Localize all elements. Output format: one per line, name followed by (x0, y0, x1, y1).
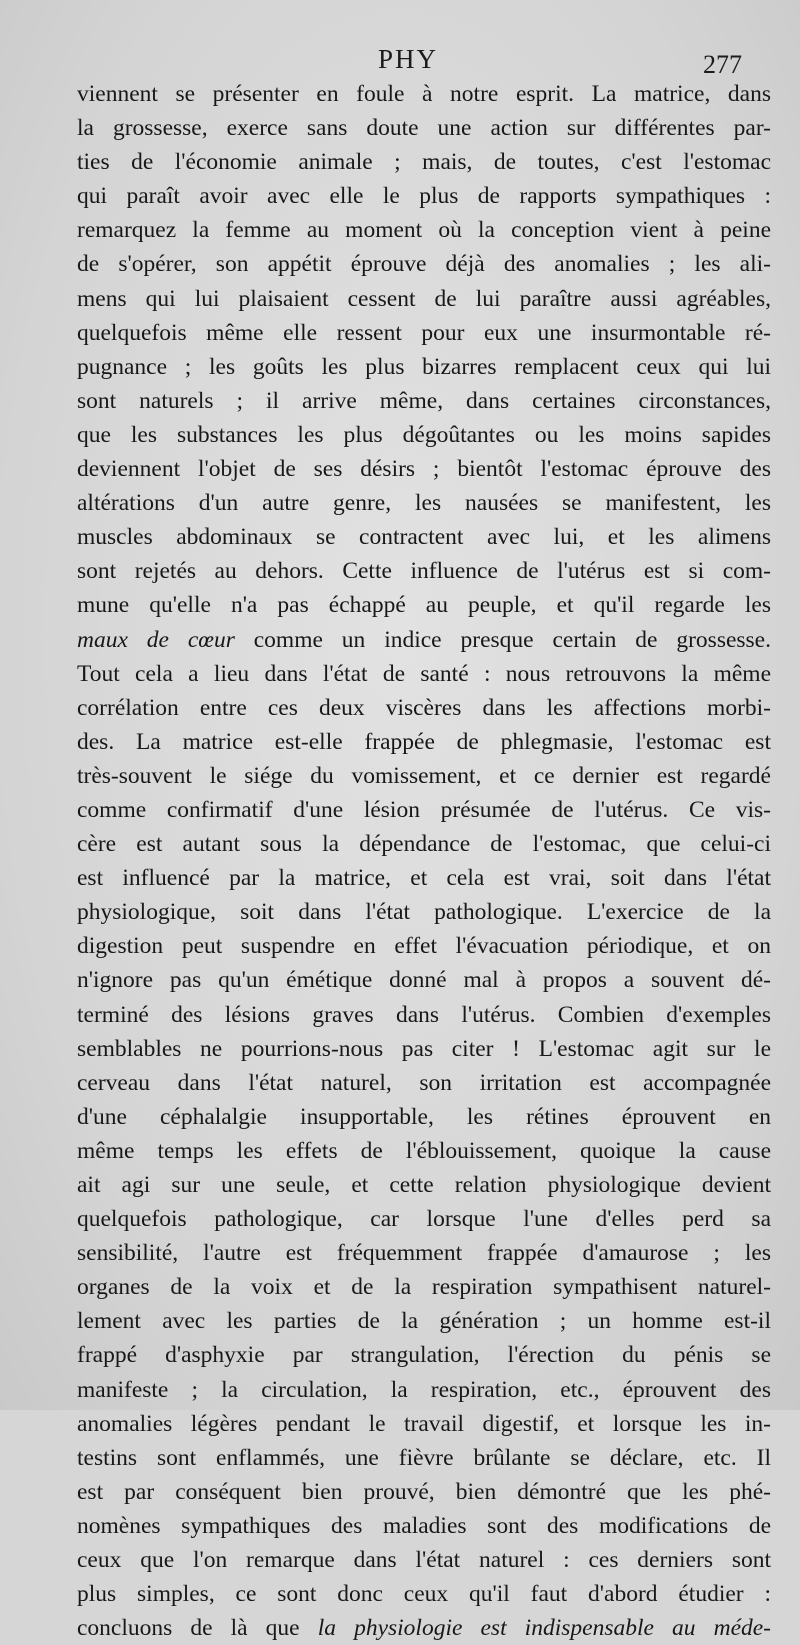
text-line: frappé d'asphyxie par strangulation, l'érection du pénis se (77, 1342, 771, 1369)
text-line: sont rejetés au dehors. Cette influence de l'utérus est si com- (77, 558, 771, 585)
text-line: altérations d'un autre genre, les nausées se manifestent, les (77, 490, 771, 517)
text-line: ait agi sur une seule, et cette relation physiologique devient (77, 1172, 771, 1198)
text-line: comme confirmatif d'une lésion présumée de l'utérus. Ce vis- (77, 796, 771, 823)
text-line: pugnance ; les goûts les plus bizarres remplacent ceux qui lui (77, 353, 771, 380)
text-line: ceux que l'on remarque dans l'état naturel : ces derniers sont (77, 1547, 771, 1574)
text-line: sont naturels ; il arrive même, dans certaines circonstances, (77, 387, 771, 414)
body-text (77, 77, 771, 1645)
text-line: Tout cela a lieu dans l'état de santé : nous retrouvons la même (77, 660, 771, 687)
text-line: deviennent l'objet de ses désirs ; bientôt l'estomac éprouve des (77, 456, 771, 483)
text-line: manifeste ; la circulation, la respiration, etc., éprouvent des (77, 1376, 771, 1403)
text-line: viennent se présenter en foule à notre esprit. La matrice, dans (77, 81, 771, 107)
text-line: qui paraît avoir avec elle le plus de rapports sympathiques : (77, 183, 771, 210)
text-line: nomènes sympathiques des maladies sont des modifications de (77, 1512, 771, 1539)
text-line: cerveau dans l'état naturel, son irritation est accompagnée (77, 1069, 771, 1096)
text-line: anomalies légères pendant le travail digestif, et lorsque les in- (77, 1410, 771, 1437)
text-line: muscles abdominaux se contractent avec lui, et les alimens (77, 524, 771, 551)
text-line: de s'opérer, son appétit éprouve déjà des anomalies ; les ali- (77, 251, 771, 278)
text-line: semblables ne pourrions-nous pas citer ! L'estomac agit sur le (77, 1035, 771, 1062)
text-line: remarquez la femme au moment où la conception vient à peine (77, 217, 771, 244)
text-line: quelquefois pathologique, car lorsque l'une d'elles perd sa (77, 1206, 771, 1233)
text-line: testins sont enflammés, une fièvre brûlante se déclare, etc. Il (77, 1444, 771, 1471)
text-line: corrélation entre ces deux viscères dans les affections morbi- (77, 694, 771, 721)
text-line: ties de l'économie animale ; mais, de toutes, c'est l'estomac (77, 149, 771, 176)
text-line: est influencé par la matrice, et cela est vrai, soit dans l'état (77, 865, 771, 892)
text-line: organes de la voix et de la respiration sympathisent naturel- (77, 1274, 771, 1301)
italic-phrase: maux de cœur (77, 626, 235, 653)
text-line: physiologique, soit dans l'état pathologique. L'exercice de la (77, 899, 771, 926)
text-line: lement avec les parties de la génération ; un homme est-il (77, 1308, 771, 1335)
text-line: cère est autant sous la dépendance de l'estomac, que celui-ci (77, 831, 771, 858)
text-line: quelquefois même elle ressent pour eux une insurmontable ré- (77, 319, 771, 346)
page-number: 277 (703, 50, 742, 79)
text-line-italic-phrase (77, 623, 771, 657)
text-line-last (77, 1611, 771, 1645)
text-line: très-souvent le siége du vomissement, et ce dernier est regardé (77, 762, 771, 789)
text-line: même temps les effets de l'éblouissement, quoique la cause (77, 1137, 771, 1164)
text-line: mune qu'elle n'a pas échappé au peuple, et qu'il regarde les (77, 592, 771, 619)
text-line: plus simples, ce sont donc ceux qu'il faut d'abord étudier : (77, 1581, 771, 1608)
text-line: des. La matrice est-elle frappée de phlegmasie, l'estomac est (77, 728, 771, 755)
line-remainder: comme un indice presque certain de grossesse. (234, 626, 771, 653)
text-line: digestion peut suspendre en effet l'évacuation périodique, et on (77, 933, 771, 960)
line-roman-part: concluons de là que (77, 1615, 318, 1642)
italic-phrase: la physiologie est indispensable au méde- (317, 1615, 772, 1642)
text-line: terminé des lésions graves dans l'utérus. Combien d'exemples (77, 1001, 771, 1028)
page-header (0, 44, 800, 79)
text-line: la grossesse, exerce sans doute une action sur différentes par- (77, 115, 771, 142)
text-line: n'ignore pas qu'un émétique donné mal à propos a souvent dé- (77, 967, 771, 994)
text-line: que les substances les plus dégoûtantes ou les moins sapides (77, 421, 771, 448)
text-line: mens qui lui plaisaient cessent de lui paraître aussi agréables, (77, 285, 771, 312)
text-line: sensibilité, l'autre est fréquemment frappée d'amaurose ; les (77, 1240, 771, 1267)
text-line: est par conséquent bien prouvé, bien démontré que les phé- (77, 1478, 771, 1505)
text-line: d'une céphalalgie insupportable, les rétines éprouvent en (77, 1103, 771, 1130)
running-head: PHY (378, 44, 439, 74)
